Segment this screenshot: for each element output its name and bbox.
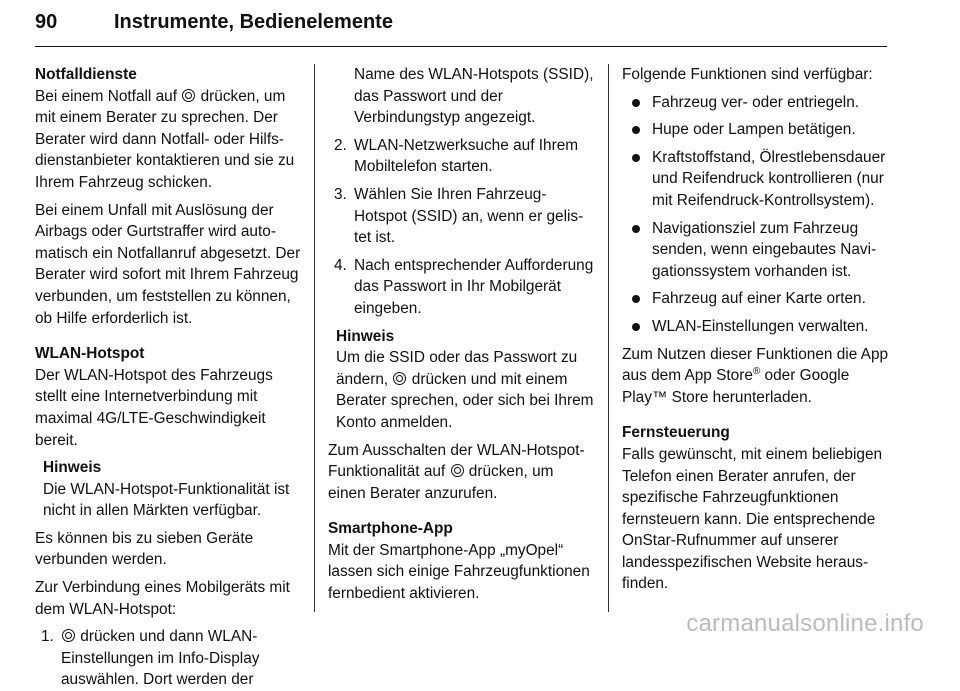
functions-intro: Folgende Funktionen sind verfügbar:	[622, 66, 873, 83]
page-number: 90	[35, 11, 58, 33]
bullet-text: WLAN-Einstellungen verwalten.	[652, 317, 869, 335]
step-number: 1.	[41, 628, 54, 646]
bullet-text: Hupe oder Lampen betätigen.	[652, 121, 856, 139]
bullet-icon	[632, 323, 640, 331]
list-item	[622, 316, 890, 338]
fernsteuerung-text: Falls gewünscht, mit einem beliebigen Telefon einen Berater anrufen, der spezifische Fahrzeugfunktionen fernsteuern kann. Die entsprechende OnStar-Rufnummer auf unserer landesspezifischen Website herausfinden.	[622, 445, 883, 593]
wlan-heading: WLAN-Hotspot	[35, 345, 145, 363]
step-text: drücken und dann WLAN-Einstellungen im Info-Display auswählen. Dort werden der	[61, 628, 260, 689]
registered-mark: ®	[752, 366, 761, 377]
step-number: 3.	[334, 185, 347, 203]
list-item	[622, 288, 890, 310]
onstar-button-icon	[451, 464, 464, 477]
list-item-step-1	[35, 626, 301, 691]
column-middle	[328, 64, 594, 614]
hinweis-note	[35, 457, 301, 522]
bullet-text: Kraftstoffstand, Ölrestlebensdauer und Reifendruck kontrollieren (nur mit Reifendruck-Kontrollsystem).	[652, 148, 886, 209]
list-item	[622, 119, 890, 141]
hinweis-note	[328, 326, 594, 434]
bullet-icon	[632, 99, 640, 107]
fernsteuerung-section	[622, 422, 890, 595]
ausschalten-text-b: drücken, um einen Berater anzurufen.	[328, 463, 554, 502]
store-paragraph	[622, 344, 890, 409]
bullet-icon	[632, 295, 640, 303]
list-item-step-4	[328, 255, 594, 320]
app-text: Mit der Smartphone-App „myOpel“ lassen sich einige Fahrzeugfunktionen fernbedient aktivieren.	[328, 541, 590, 603]
list-item	[622, 147, 890, 212]
bullet-text: Fahrzeug ver- oder entriegeln.	[652, 93, 860, 111]
store-text-a: Zum Nutzen dieser Funktionen die App aus dem App Store	[622, 345, 889, 385]
list-item	[622, 218, 890, 283]
verbindung-paragraph: Zur Verbindung eines Mobilgeräts mit dem WLAN-Hotspot:	[35, 579, 290, 618]
page-header	[35, 2, 887, 47]
onstar-button-icon	[393, 372, 406, 385]
step-text: WLAN-Netzwerksuche auf Ihrem Mobiltelefon starten.	[354, 136, 579, 176]
onstar-button-icon	[62, 629, 75, 642]
list-item	[622, 92, 890, 114]
chapter-title: Instrumente, Bedienelemente	[114, 11, 393, 33]
ausschalten-text-a: Zum Ausschalten der WLAN-Hotspot-Funktionalität auf	[328, 441, 585, 481]
step-1-continuation: Name des WLAN-Hotspots (SSID), das Passwort und der Verbindungstyp angezeigt.	[354, 66, 594, 127]
app-heading: Smartphone-App	[328, 520, 453, 538]
bullet-text: Navigationsziel zum Fahrzeug senden, wenn eingebautes Navigationssystem vorhanden ist.	[652, 219, 877, 280]
hinweis-heading: Hinweis	[43, 459, 102, 477]
list-item-step-3	[328, 184, 594, 249]
fernsteuerung-heading: Fernsteuerung	[622, 424, 730, 442]
bullet-icon	[632, 225, 640, 233]
column-divider	[314, 64, 315, 612]
step-text: Nach entsprechender Aufforderung das Passwort in Ihr Mobilgerät eingeben.	[354, 256, 594, 317]
column-left	[35, 64, 301, 689]
list-item-step-2	[328, 135, 594, 178]
notfall-text-b: drücken, um mit einem Berater zu sprechen. Der Berater wird dann Notfall- oder Hilfsdienstanbieter kontaktieren und sie zu Ihrem Fahrzeug schicken.	[35, 87, 295, 191]
step-text: Wählen Sie Ihren Fahrzeug-Hotspot (SSID) an, wenn er gelistet ist.	[354, 185, 584, 247]
sos-button-icon	[182, 89, 195, 102]
notfall-section	[35, 64, 301, 194]
bullet-icon	[632, 154, 640, 162]
wlan-text: Der WLAN-Hotspot des Fahrzeugs stellt eine Internetverbindung mit maximal 4G/LTE-Geschwindigkeit bereit.	[35, 366, 273, 449]
notfall-heading: Notfalldienste	[35, 66, 137, 83]
column-right	[622, 64, 890, 614]
column-divider	[608, 64, 609, 612]
ausschalten-paragraph	[328, 440, 594, 505]
hinweis-text-a: Um die SSID oder das Passwort zu ändern,	[336, 349, 578, 388]
hinweis-text: Die WLAN-Hotspot-Funktionalität ist nicht in allen Märkten verfügbar.	[43, 480, 290, 520]
step-number: 2.	[334, 136, 347, 154]
geraete-paragraph: Es können bis zu sieben Geräte verbunden werden.	[35, 529, 254, 569]
step-number: 4.	[334, 256, 347, 274]
hinweis-text-b: drücken und mit einem Berater sprechen, oder sich bei Ihrem Konto anmelden.	[336, 370, 594, 431]
store-text-b: oder Google Play™ Store herunterladen.	[622, 367, 850, 406]
bullet-icon	[632, 126, 640, 134]
watermark: carmanualsonline.info	[686, 610, 924, 637]
hinweis-heading: Hinweis	[336, 327, 395, 345]
app-section	[328, 518, 594, 604]
bullet-text: Fahrzeug auf einer Karte orten.	[652, 290, 866, 308]
wlan-section	[35, 343, 301, 451]
notfall-text-a: Bei einem Notfall auf	[35, 87, 178, 105]
unfall-paragraph: Bei einem Unfall mit Auslösung der Airbags oder Gurtstraffer wird automatisch ein Notfallanruf abgesetzt. Der Berater wird sofort mit Ihrem Fahrzeug verbunden, um feststellen zu können, ob Hilfe erforderlich ist.	[35, 201, 301, 327]
